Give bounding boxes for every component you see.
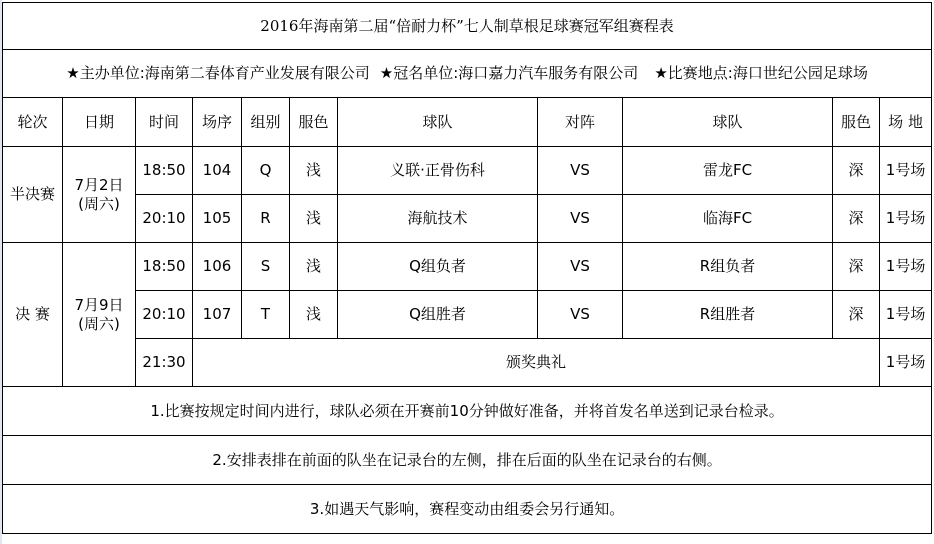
- group-cell: Q: [242, 147, 290, 195]
- venue-text: ★比赛地点:海口世纪公园足球场: [654, 64, 868, 83]
- kit1-cell: 浅: [290, 243, 338, 291]
- field-cell: 1号场: [880, 291, 932, 339]
- kit1-cell: 浅: [290, 147, 338, 195]
- vs-cell: VS: [538, 243, 623, 291]
- header-date: 日期: [63, 98, 136, 147]
- group-cell: S: [242, 243, 290, 291]
- ceremony-row: [3, 339, 932, 387]
- vs-cell: VS: [538, 147, 623, 195]
- vs-cell: VS: [538, 291, 623, 339]
- header-time: 时间: [136, 98, 193, 147]
- team1-cell: Q组胜者: [338, 291, 538, 339]
- ceremony-field-cell: 1号场: [880, 339, 932, 387]
- ceremony-label-cell: 颁奖典礼: [193, 339, 880, 387]
- kit1-cell: 浅: [290, 291, 338, 339]
- date-cell: [63, 147, 136, 243]
- ceremony-time-cell: 21:30: [136, 339, 193, 387]
- info-row: [3, 50, 932, 98]
- team2-cell: R组负者: [623, 243, 833, 291]
- round-cell: 决 赛: [3, 243, 63, 387]
- match-no-cell: 105: [193, 195, 242, 243]
- sponsor-text: ★冠名单位:海口嘉力汽车服务有限公司: [379, 64, 639, 83]
- header-vs: 对阵: [538, 98, 623, 147]
- header-field: 场 地: [880, 98, 932, 147]
- kit2-cell: 深: [833, 147, 880, 195]
- team1-cell: 义联·正骨伤科: [338, 147, 538, 195]
- field-cell: 1号场: [880, 243, 932, 291]
- time-cell: 18:50: [136, 243, 193, 291]
- date-text: 7月2日: [74, 175, 124, 194]
- match-row: [3, 195, 932, 243]
- page-title: 2016年海南第二届“倍耐力杯”七人制草根足球赛冠军组赛程表: [3, 3, 932, 50]
- header-team1: 球队: [338, 98, 538, 147]
- note-2: 2.安排表排在前面的队坐在记录台的左侧，排在后面的队坐在记录台的右侧。: [3, 436, 932, 485]
- kit2-cell: 深: [833, 195, 880, 243]
- header-team2: 球队: [623, 98, 833, 147]
- note-3: 3.如遇天气影响，赛程变动由组委会另行通知。: [3, 485, 932, 534]
- time-cell: 20:10: [136, 195, 193, 243]
- vs-cell: VS: [538, 195, 623, 243]
- header-match-no: 场序: [193, 98, 242, 147]
- header-kit2: 服色: [833, 98, 880, 147]
- header-kit1: 服色: [290, 98, 338, 147]
- header-round: 轮次: [3, 98, 63, 147]
- match-no-cell: 107: [193, 291, 242, 339]
- team2-cell: R组胜者: [623, 291, 833, 339]
- team1-cell: 海航技术: [338, 195, 538, 243]
- round-cell: 半决赛: [3, 147, 63, 243]
- kit2-cell: 深: [833, 243, 880, 291]
- organizer-text: ★主办单位:海南第二春体育产业发展有限公司: [66, 64, 370, 83]
- match-row: [3, 243, 932, 291]
- team2-cell: 临海FC: [623, 195, 833, 243]
- kit2-cell: 深: [833, 291, 880, 339]
- match-no-cell: 106: [193, 243, 242, 291]
- group-cell: T: [242, 291, 290, 339]
- time-cell: 18:50: [136, 147, 193, 195]
- group-cell: R: [242, 195, 290, 243]
- time-cell: 20:10: [136, 291, 193, 339]
- kit1-cell: 浅: [290, 195, 338, 243]
- date-cell: [63, 243, 136, 387]
- match-row: [3, 291, 932, 339]
- schedule-table: [2, 2, 932, 534]
- header-group: 组别: [242, 98, 290, 147]
- match-no-cell: 104: [193, 147, 242, 195]
- match-row: [3, 147, 932, 195]
- note-1: 1.比赛按规定时间内进行，球队必须在开赛前10分钟做好准备，并将首发名单送到记录台检录。: [3, 387, 932, 436]
- field-cell: 1号场: [880, 147, 932, 195]
- team2-cell: 雷龙FC: [623, 147, 833, 195]
- date-text: 7月9日: [74, 295, 124, 314]
- header-row: [3, 98, 932, 147]
- weekday-text: (周六): [78, 194, 120, 213]
- weekday-text: (周六): [78, 314, 120, 333]
- field-cell: 1号场: [880, 195, 932, 243]
- team1-cell: Q组负者: [338, 243, 538, 291]
